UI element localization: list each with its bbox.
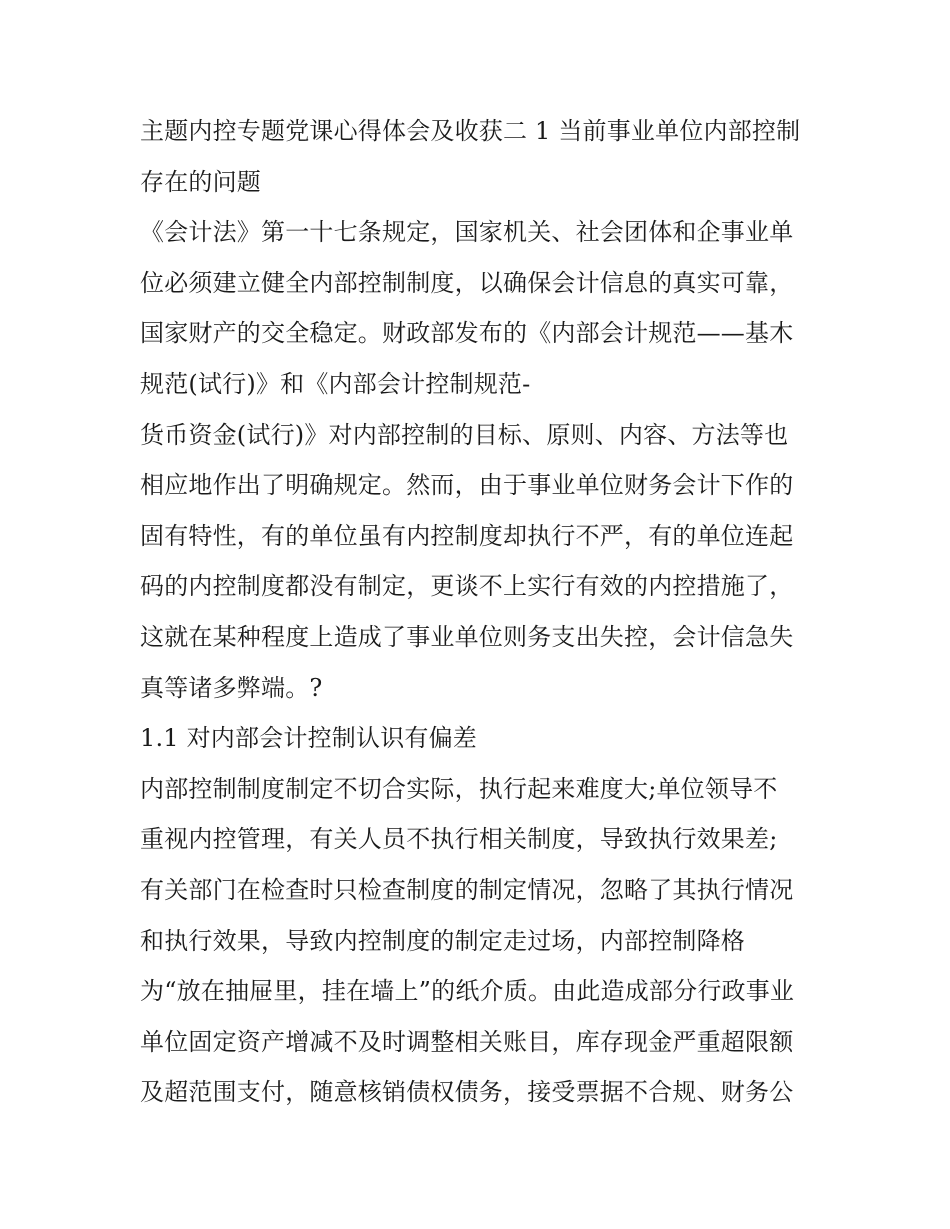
- title-line-2: 存在的问题: [140, 167, 261, 196]
- document-body: [140, 106, 820, 1118]
- paragraph-2-line-5: 为“放在抽屉里，挂在墙上”的纸介质。由此造成部分行政事业: [140, 977, 795, 1006]
- paragraph-1-line-7: 固有特性，有的单位虽有内控制度却执行不严，有的单位连起: [140, 521, 794, 550]
- paragraph-1-line-1: 《会计法》第一十七条规定，国家机关、社会团体和企事业单: [140, 218, 794, 247]
- paragraph-2-line-7: 及超范围支付，随意核销债权债务，接受票据不合规、财务公: [140, 1078, 794, 1107]
- section-heading: 1.1 对内部会计控制认识有偏差: [140, 724, 477, 753]
- paragraph-1-line-10: 真等诸多弊端。?: [140, 673, 323, 702]
- paragraph-1-line-9: 这就在某种程度上造成了事业单位则务支出失控，会计信急失: [140, 622, 794, 651]
- title-line-1: 主题内控专题党课心得体会及收获二 1 当前事业单位内部控制: [140, 117, 801, 145]
- paragraph-2-line-4: 和执行效果，导致内控制度的制定走过场，内部控制降格: [140, 926, 745, 955]
- paragraph-2-line-2: 重视内控管理，有关人员不执行相关制度，导致执行效果差;: [140, 825, 778, 854]
- paragraph-1-line-4: 规范(试行)》和《内部会计控制规范-: [140, 369, 531, 398]
- paragraph-2-line-6: 单位固定资产增减不及时调整相关账目，库存现金严重超限额: [140, 1027, 794, 1056]
- paragraph-2-line-1: 内部控制制度制定不切合实际，执行起来难度大;单位领导不: [140, 774, 778, 803]
- paragraph-1-line-3: 国家财产的交全稳定。财政部发布的《内部会计规范——基木: [140, 319, 794, 348]
- paragraph-1-line-5: 货币资金(试行)》对内部控制的目标、原则、内容、方法等也: [140, 420, 789, 449]
- paragraph-1-line-6: 相应地作出了明确规定。然而，由于事业单位财务会计下作的: [140, 471, 794, 500]
- paragraph-2-line-3: 有关部门在检查时只检查制度的制定情况，忽略了其执行情况: [140, 875, 794, 904]
- paragraph-1-line-8: 码的内控制度都没有制定，更谈不上实行有效的内控措施了，: [140, 572, 794, 601]
- paragraph-1-line-2: 位必须建立健全内部控制制度，以确保会计信息的真实可靠，: [140, 268, 794, 297]
